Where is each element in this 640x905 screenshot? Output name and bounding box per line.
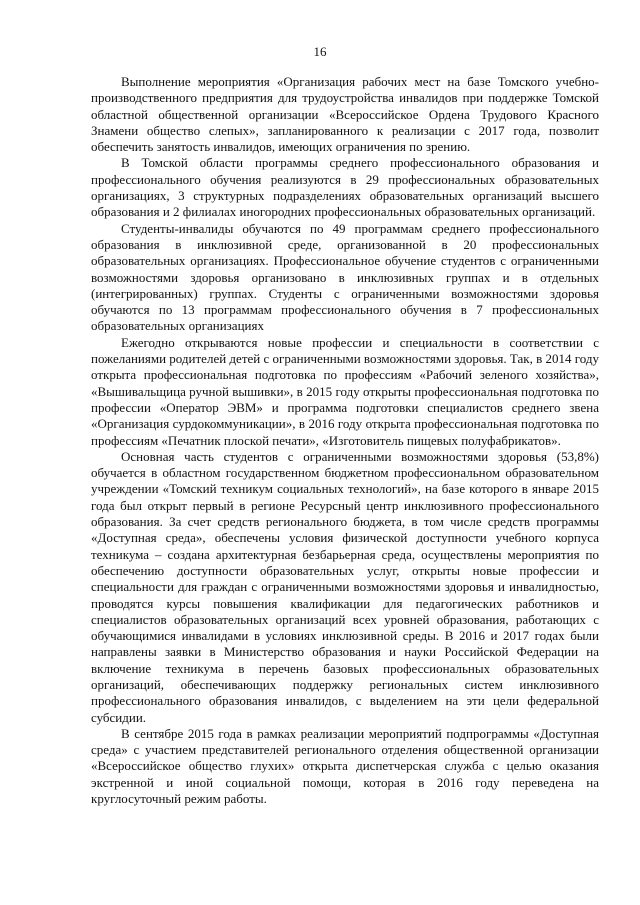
paragraph-dispatch-service: В сентябре 2015 года в рамках реализации мероприятий подпрограммы «Доступная среда» с участием представителей регионального отделения общественной организации «Всероссийское общество глухих» открыта диспетчерская служба с целью оказания экстренной и иной социальной помощи, которая в 2016 году переведена на круглосуточный режим работы. bbox=[91, 725, 599, 807]
body-text bbox=[91, 74, 599, 807]
paragraph-tomsk-technical-school: Основная часть студентов с ограниченными возможностями здоровья (53,8%) обучается в областном государственном бюджетном профессиональном образовательном учреждении «Томский техникум социальных технологий», на базе которого в январе 2015 года был открыт первый в регионе Ресурсный центр инклюзивного профессионального образования. За счет средств регионального бюджета, в том числе средств программы «Доступная среда», обеспечены условия физической доступности учебного корпуса техникума – создана архитектурная безбарьерная среда, осуществлены мероприятия по обеспечению доступности образовательных услуг, открыты новые профессии и специальности для граждан с ограниченными возможностями здоровья и инвалидностью, проводятся курсы повышения квалификации для педагогических работников и специалистов образовательных организаций всех уровней образования, работающих с обучающимися инвалидами в условиях инклюзивной среды. В 2016 и 2017 годах были направлены заявки в Министерство образования и науки Российской Федерации на включение техникума в перечень базовых профессиональных образовательных организаций, обеспечивающих поддержку региональных систем инклюзивного профессионального образования инвалидов, с выделением на эти цели федеральной субсидии. bbox=[91, 448, 599, 725]
paragraph-disabled-students-programs: Студенты-инвалиды обучаются по 49 программам среднего профессионального образования в инклюзивной среде, организованной в 20 профессиональных образовательных организациях. Профессиональное обучение студентов с ограниченными возможностями здоровья организовано в инклюзивных группах и в отдельных (интегрированных) группах. Студенты с ограниченными возможностями здоровья обучаются по 13 программам профессионального обучения в 7 профессиональных образовательных организациях bbox=[91, 220, 599, 334]
paragraph-workplaces-blind: Выполнение мероприятия «Организация рабочих мест на базе Томского учебно-производственного предприятия для трудоустройства инвалидов при поддержке Томской областной общественной организации «Всероссийское Ордена Трудового Красного Знамени общество слепых», запланированного к реализации с 2017 года, позволит обеспечить занятость инвалидов, имеющих ограничения по зрению. bbox=[91, 74, 599, 155]
paragraph-new-professions: Ежегодно открываются новые профессии и специальности в соответствии с пожеланиями родителей детей с ограниченными возможностями здоровья. Так, в 2014 году открыта профессиональная подготовка по профессиям «Рабочий зеленого хозяйства», «Вышивальщица ручной вышивки», в 2015 году открыты профессиональная подготовка по профессии «Оператор ЭВМ» и программа подготовки специалистов среднего звена «Организация сурдокоммуникации», в 2016 году открыта профессиональная подготовка по профессиям «Печатник плоской печати», «Изготовитель пищевых полуфабрикатов». bbox=[91, 334, 599, 448]
paragraph-vocational-organizations: В Томской области программы среднего профессионального образования и профессионального обучения реализуются в 29 профессиональных образовательных организациях, 3 структурных подразделениях образовательных организаций высшего образования и 2 филиалах иногородних профессиональных образовательных организаций. bbox=[91, 155, 599, 220]
page-number: 16 bbox=[313, 44, 327, 59]
